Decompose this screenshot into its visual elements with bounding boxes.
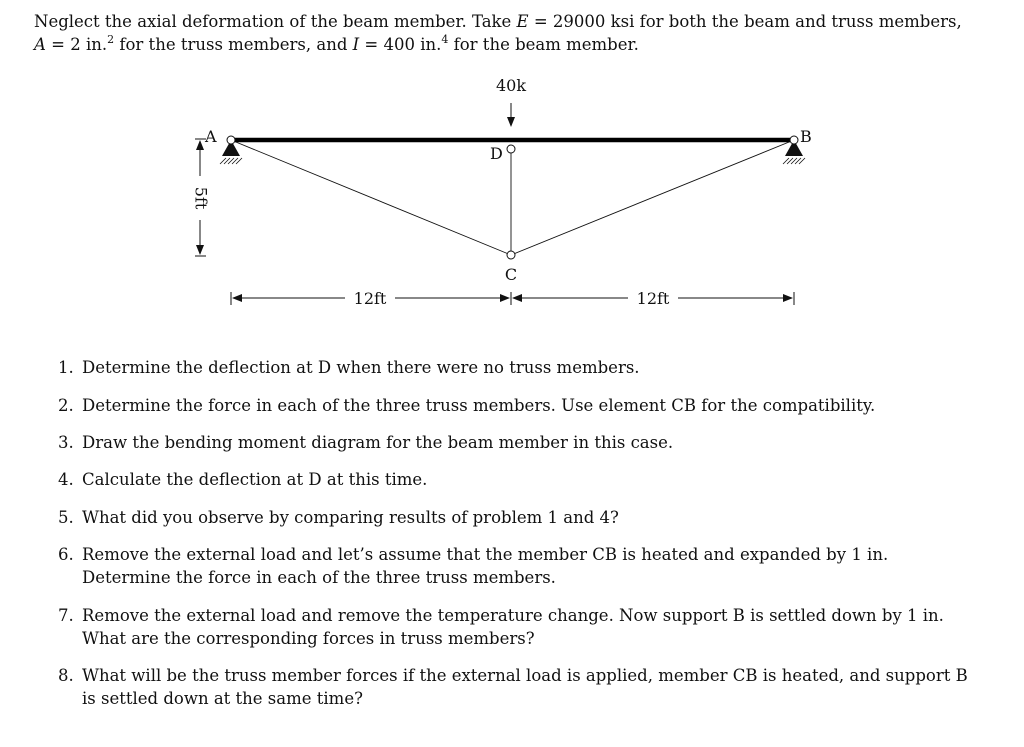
hinge-a — [227, 136, 235, 144]
question-text: Remove the external load and let’s assume that the member CB is heated and expanded by 1 in. Determine the force in each of the three truss members. — [82, 545, 889, 587]
joint-d — [507, 145, 515, 153]
intro-text-3: for the beam member. — [448, 35, 639, 54]
i-exponent: 4 — [441, 33, 449, 46]
question-number: 6. — [58, 545, 74, 564]
intro-text-2: for the truss members, and — [114, 35, 353, 54]
span-right-label: 12ft — [636, 289, 670, 308]
question-number: 2. — [58, 396, 74, 415]
question-number: 5. — [58, 508, 74, 527]
question-text: Determine the force in each of the three truss members. Use element CB for the compatibility. — [82, 396, 876, 415]
span-dimension — [231, 292, 794, 305]
question-item — [58, 543, 978, 589]
question-text: Calculate the deflection at D at this time. — [82, 470, 428, 489]
question-number: 4. — [58, 470, 74, 489]
a-exponent: 2 — [107, 33, 115, 46]
question-list — [58, 356, 978, 710]
beam-truss-diagram — [0, 0, 1024, 340]
hinge-b — [790, 136, 798, 144]
node-b-label: B — [800, 127, 812, 146]
truss-member-ac — [231, 140, 511, 255]
joint-c — [507, 251, 515, 259]
span-left-label: 12ft — [353, 289, 387, 308]
a-value: = 2 in. — [45, 35, 108, 54]
truss-member-cb — [511, 140, 794, 255]
load-arrow — [507, 103, 515, 127]
question-text: Remove the external load and remove the temperature change. Now support B is settled down by 1 in. What are the corresponding forces in truss members? — [82, 606, 944, 648]
question-number: 7. — [58, 606, 74, 625]
load-label: 40k — [495, 76, 527, 95]
question-text: Determine the deflection at D when there were no truss members. — [82, 358, 640, 377]
question-number: 8. — [58, 666, 74, 685]
question-item — [58, 664, 978, 710]
height-dimension-label: 5ft — [191, 186, 211, 210]
question-number: 1. — [58, 358, 74, 377]
question-text: What will be the truss member forces if the external load is applied, member CB is heated, and support B is settled down at the same time? — [82, 666, 968, 708]
question-item — [58, 394, 978, 417]
question-item — [58, 506, 978, 529]
question-item — [58, 431, 978, 454]
question-text: What did you observe by comparing results of problem 1 and 4? — [82, 508, 619, 527]
question-item — [58, 604, 978, 650]
node-c-label: C — [504, 265, 518, 284]
question-text: Draw the bending moment diagram for the beam member in this case. — [82, 433, 674, 452]
a-symbol: A — [34, 35, 46, 54]
e-symbol: E — [516, 12, 529, 31]
question-item — [58, 468, 978, 491]
i-symbol: I — [352, 35, 360, 54]
node-d-label: D — [490, 144, 503, 163]
intro-text: Neglect the axial deformation of the beam member. Take — [34, 12, 517, 31]
e-value: = 29000 ksi for both the beam and truss members, — [528, 12, 962, 31]
question-number: 3. — [58, 433, 74, 452]
question-item — [58, 356, 978, 379]
node-a-label: A — [205, 127, 217, 146]
i-value: = 400 in. — [359, 35, 442, 54]
